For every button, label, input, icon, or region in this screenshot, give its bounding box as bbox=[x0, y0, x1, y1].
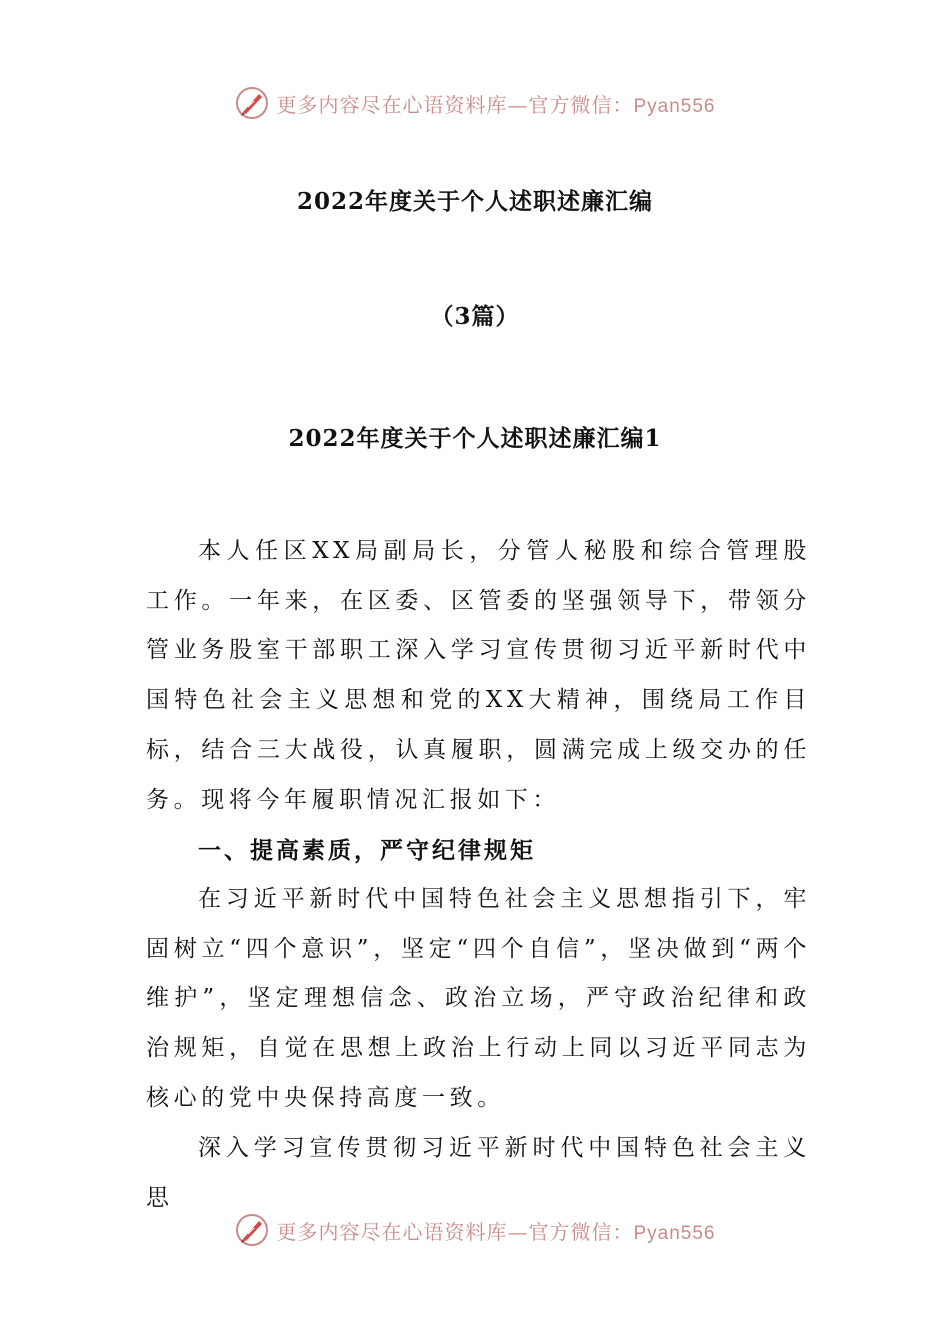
heading-1: 一、提高素质，严守纪律规矩 bbox=[198, 837, 536, 864]
document-count: （3篇） bbox=[430, 303, 520, 330]
header-watermark bbox=[0, 83, 950, 123]
quill-logo-icon bbox=[234, 85, 270, 121]
paragraph-intro: 本人任区XX局副局长，分管人秘股和综合管理股工作。一年来，在区委、区管委的坚强领导下，带领分管业务股室干部职工深入学习宣传贯彻习近平新时代中国特色社会主义思想和党的XX大精神，围绕局工作目标，结合三大战役，认真履职，圆满完成上级交办的任务。现将今年履职情况汇报如下： bbox=[146, 538, 811, 813]
document-title: 2022年度关于个人述职述廉汇编 bbox=[296, 188, 653, 215]
quill-logo-icon bbox=[234, 1212, 270, 1248]
watermark-text: 更多内容尽在心语资料库—官方微信：Pyan556 bbox=[276, 1219, 716, 1244]
paragraph-study: 深入学习宣传贯彻习近平新时代中国特色社会主义思 bbox=[146, 1135, 811, 1211]
section-title: 2022年度关于个人述职述廉汇编1 bbox=[288, 425, 662, 452]
footer-watermark bbox=[0, 1210, 950, 1250]
paragraph-discipline: 在习近平新时代中国特色社会主义思想指引下，牢固树立“四个意识”，坚定“四个自信”，坚决做到“两个维护”，坚定理想信念、政治立场，严守政治纪律和政治规矩，自觉在思想上政治上行动上同以习近平同志为核心的党中央保持高度一致。 bbox=[146, 886, 811, 1111]
watermark-text: 更多内容尽在心语资料库—官方微信：Pyan556 bbox=[276, 92, 716, 117]
